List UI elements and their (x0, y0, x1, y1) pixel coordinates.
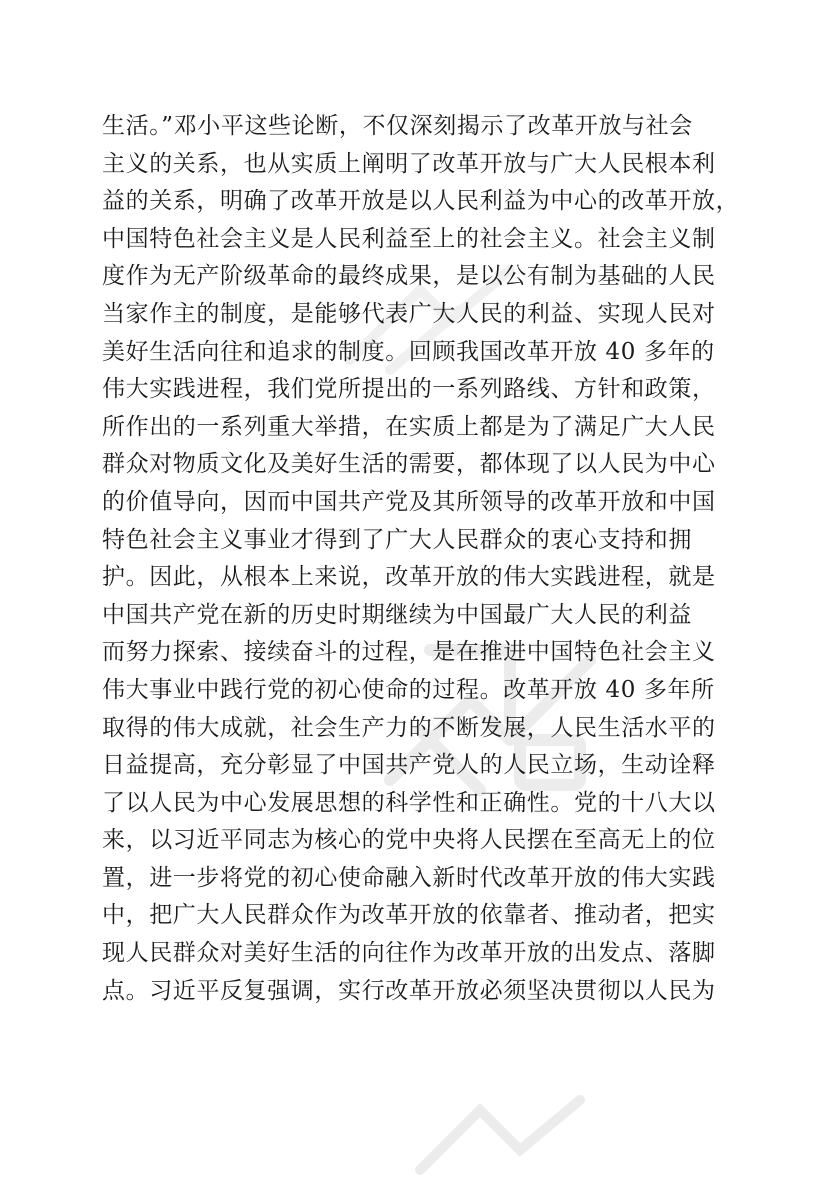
text-line: 益的关系，明确了改革开放是以人民利益为中心的改革开放， (102, 188, 740, 215)
text-line: 护。因此，从根本上来说，改革开放的伟大实践进程，就是 (102, 564, 716, 591)
text-line: 来，以习近平同志为核心的党中央将人民摆在至高无上的位 (102, 827, 716, 854)
text-line: 度作为无产阶级革命的最终成果，是以公有制为基础的人民 (102, 263, 716, 290)
text-line: 了以人民为中心发展思想的科学性和正确性。党的十八大以 (102, 789, 716, 816)
text-line: 中国共产党在新的历史时期继续为中国最广大人民的利益 (102, 601, 692, 628)
text-line: 现人民群众对美好生活的向往作为改革开放的出发点、落脚 (102, 940, 716, 967)
text-line: 中，把广大人民群众作为改革开放的依靠者、推动者，把实 (102, 902, 716, 929)
text-line: 主义的关系，也从实质上阐明了改革开放与广大人民根本利 (102, 150, 716, 177)
body-paragraph (102, 108, 740, 1010)
text-line: 日益提高，充分彰显了中国共产党人的人民立场，生动诠释 (102, 752, 716, 779)
text-line: 的价值导向，因而中国共产党及其所领导的改革开放和中国 (102, 488, 716, 515)
text-line: 特色社会主义事业才得到了广大人民群众的衷心支持和拥 (102, 526, 692, 553)
text-line: 群众对物质文化及美好生活的需要，都体现了以人民为中心 (102, 451, 716, 478)
text-line: 伟大实践进程，我们党所提出的一系列路线、方针和政策， (102, 376, 716, 403)
text-line: 生活。”邓小平这些论断，不仅深刻揭示了改革开放与社会 (102, 113, 693, 139)
text-line: 伟大事业中践行党的初心使命的过程。改革开放 40 多年所 (102, 676, 715, 703)
text-line: 中国特色社会主义是人民利益至上的社会主义。社会主义制 (102, 225, 716, 252)
text-line: 置，进一步将党的初心使命融入新时代改革开放的伟大实践 (102, 864, 716, 891)
text-line: 取得的伟大成就，社会生产力的不断发展，人民生活水平的 (102, 714, 716, 741)
text-line: 所作出的一系列重大举措，在实质上都是为了满足广大人民 (102, 413, 716, 440)
text-line: 而努力探索、接续奋斗的过程，是在推进中国特色社会主义 (102, 639, 716, 666)
text-line: 美好生活向往和追求的制度。回顾我国改革开放 40 多年的 (102, 338, 715, 365)
watermark-icon (400, 1090, 600, 1180)
text-line: 当家作主的制度，是能够代表广大人民的利益、实现人民对 (102, 300, 716, 327)
text-line: 点。习近平反复强调，实行改革开放必须坚决贯彻以人民为 (102, 977, 716, 1004)
